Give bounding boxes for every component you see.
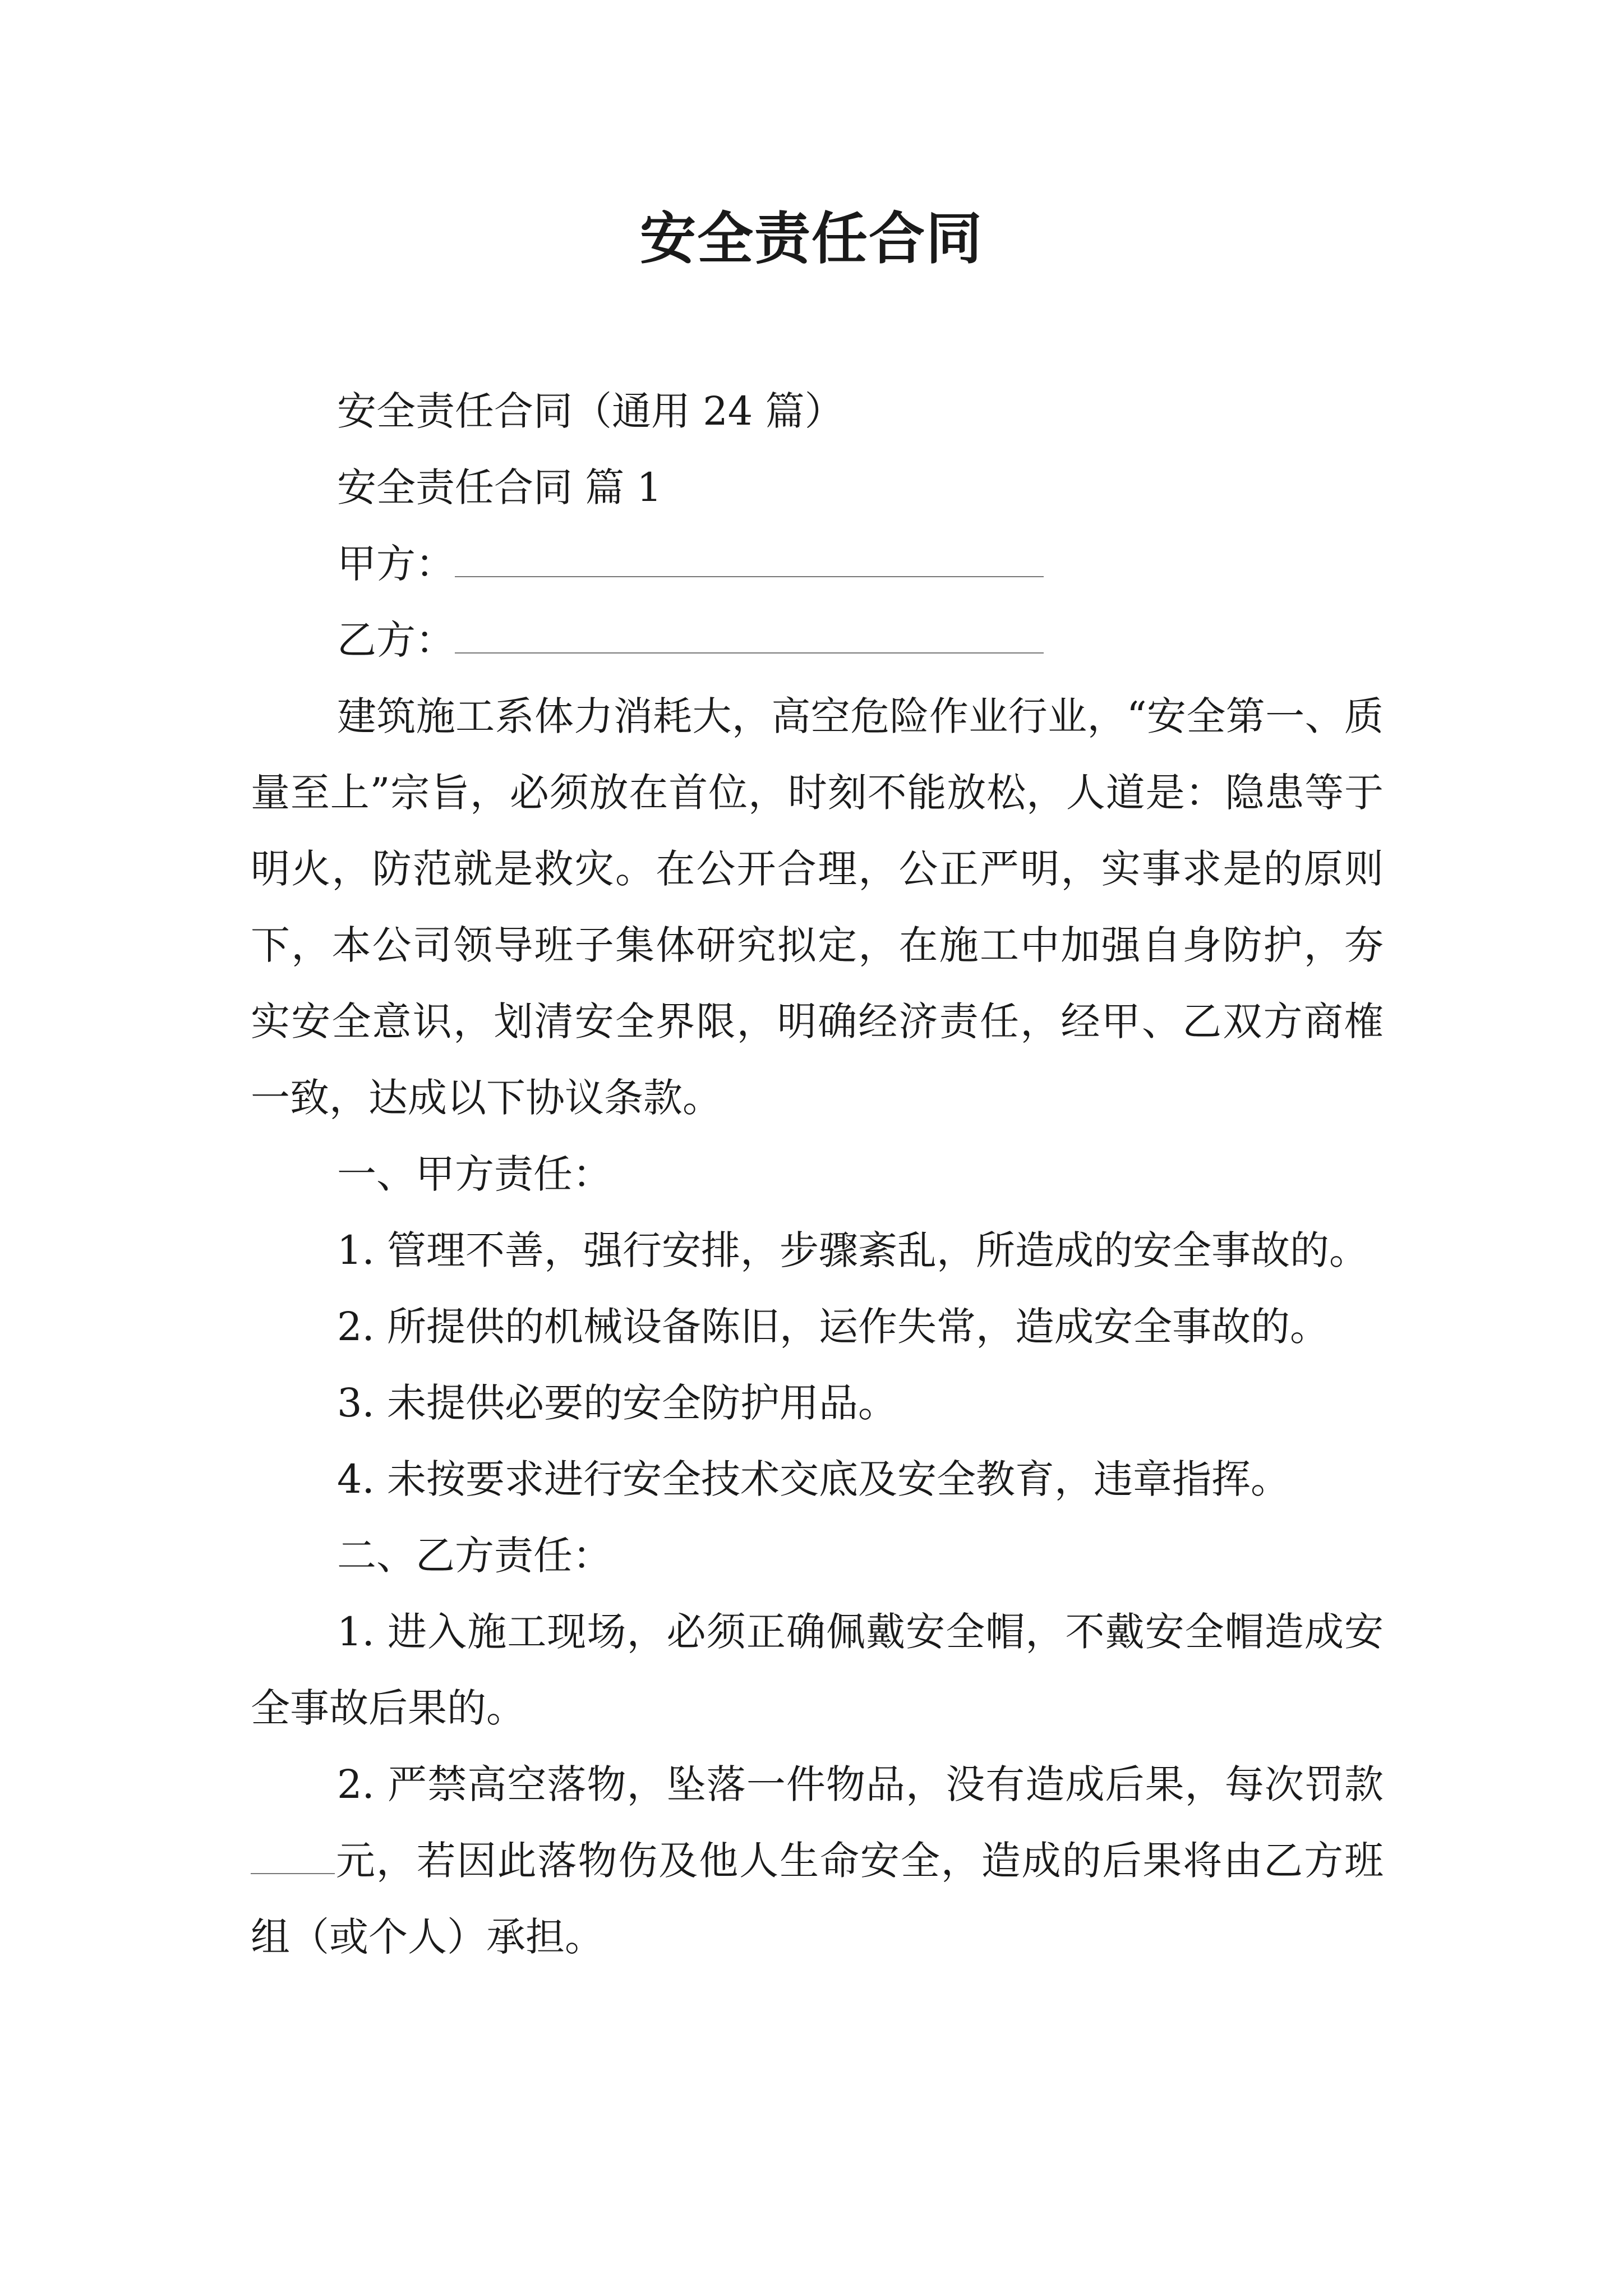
party-a-blank [455, 542, 1044, 577]
section-heading: 安全责任合同 篇 1 [337, 464, 662, 510]
party-b-label: 乙方： [337, 617, 455, 663]
document-title: 安全责任合同 [640, 205, 983, 272]
party-a-line [251, 526, 1384, 602]
section-a-heading: 一、甲方责任： [337, 1151, 612, 1197]
party-b-line [251, 602, 1384, 678]
section-b-item-1: 1. 进入施工现场，必须正确佩戴安全帽，不戴安全帽造成安全事故后果的。 [251, 1609, 1384, 1731]
section-a-item-1: 1. 管理不善，强行安排，步骤紊乱，所造成的安全事故的。 [337, 1227, 1369, 1273]
subtitle: 安全责任合同（通用 24 篇） [337, 388, 844, 434]
section-b-item-2-part-1: 2. 严禁高空落物，坠落一件物品，没有造成后果，每次罚款 [337, 1761, 1384, 1807]
section-b-item-2-part-2: 元，若因此落物伤及他人生命安全，造成的后果将由乙方班组（或个人）承担。 [251, 1838, 1384, 1960]
fine-amount-blank [251, 1839, 335, 1874]
section-b-item-2 [251, 1746, 1384, 1975]
section-a-item-4: 4. 未按要求进行安全技术交底及安全教育，违章指挥。 [337, 1456, 1290, 1502]
section-a-item-2: 2. 所提供的机械设备陈旧，运作失常，造成安全事故的。 [337, 1304, 1330, 1350]
section-a-item-3: 3. 未提供必要的安全防护用品。 [337, 1380, 898, 1426]
party-a-label: 甲方： [337, 541, 455, 587]
intro-paragraph: 建筑施工系体力消耗大，高空危险作业行业，“安全第一、质量至上”宗旨，必须放在首位，时刻不能放松，人道是：隐患等于明火，防范就是救灾。在公开合理，公正严明，实事求是的原则下，本公司领导班子集体研究拟定，在施工中加强自身防护，夯实安全意识，划清安全界限，明确经济责任，经甲、乙双方商榷一致，达成以下协议条款。 [251, 693, 1384, 1121]
party-b-blank [455, 619, 1044, 654]
document-body [251, 373, 1384, 1975]
section-b-heading: 二、乙方责任： [337, 1533, 612, 1579]
